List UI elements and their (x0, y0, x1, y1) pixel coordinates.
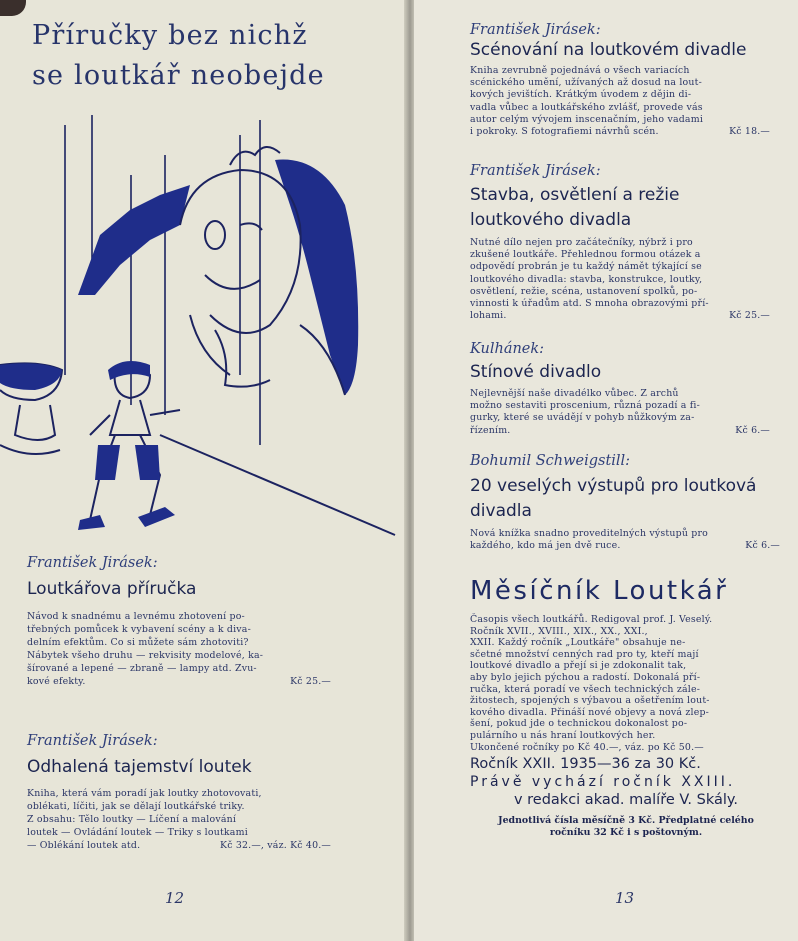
headline-line-1: Příručky bez nichž (32, 20, 308, 51)
desc-line: Kniha zevrubně pojednává o všech variacích (470, 65, 690, 76)
desc-line: XXII. Každý ročník „Loutkáře" obsahuje ne- (470, 637, 686, 649)
book-price: Kč 6.— (735, 424, 770, 436)
desc-line: delním efektům. Co si můžete sám zhotoviti? (27, 637, 249, 648)
book-description (470, 388, 770, 437)
headline (32, 16, 372, 96)
desc-line-last: kové efekty. Kč 25.— (27, 676, 331, 687)
desc-line: oblékati, líčiti, jak se dělají loutkářské triky. (27, 801, 245, 812)
book-price: Kč 32.—, váz. Kč 40.— (220, 840, 331, 851)
desc-line: žitostech, spojených s výbavou a ošetřením lout- (470, 695, 710, 707)
book-20-veselych-vystupu (470, 453, 780, 552)
book-description (470, 528, 780, 552)
desc-line: možno sestaviti proscenium, různá pozadí a fi- (470, 400, 700, 412)
desc-line: loutkového divadla: stavba, konstrukce, loutky, (470, 273, 703, 285)
book-title (470, 183, 770, 233)
desc-line: autor celým vývojem inscenačním, jeho vadami (470, 113, 704, 125)
book-description (470, 65, 770, 138)
desc-line: třebných pomůcek k vybavení scény a k diva- (27, 624, 251, 635)
magazine-subscription (470, 815, 782, 839)
desc-line: pulárního u nás hraní loutkových her. (470, 729, 656, 741)
headline-line-2: se loutkář neobejde (32, 60, 325, 91)
title-line: loutkového divadla (470, 210, 632, 230)
magazine-editor: v redakci akad. malíře V. Skály. (513, 792, 739, 809)
book-stinove-divadlo (470, 341, 770, 437)
desc-line: Nejlevnější naše divadélko vůbec. Z archů (470, 388, 679, 399)
desc-line: Časopis všech loutkářů. Redigoval prof. J. Veselý. (470, 614, 713, 625)
desc-line: sčetné množství cenných rad pro ty, kteří mají (470, 648, 699, 660)
book-author: Kulhánek: (470, 341, 545, 357)
book-author: František Jirásek: (27, 733, 158, 749)
desc-line: scénického umění, užívaných až dosud na lout- (470, 77, 702, 89)
page-number: 13 (615, 889, 635, 907)
magazine-loutkar (470, 576, 782, 839)
desc-line: kového divadla. Přináší nové objevy a nová zlep- (470, 706, 710, 718)
magazine-title: Měsíčník Loutkář (470, 576, 729, 606)
desc-line: ručka, která poradí ve všech technických zále- (470, 683, 701, 695)
page-corner (0, 0, 26, 16)
desc-line: gurky, které se uvádějí v pohyb nůžkovým za- (470, 412, 695, 424)
book-title: Stínové divadlo (470, 362, 602, 382)
puppeteer-illustration (0, 115, 405, 545)
book-price: Kč 6.— (745, 540, 780, 552)
desc-line-last: i pokroky. S fotografiemi návrhů scén. Kč 18.— (470, 126, 770, 138)
title-line: 20 veselých výstupů pro loutková (470, 476, 757, 496)
desc-line: šírované a lepené — zbraně — lampy atd. Zvu- (27, 663, 257, 674)
subscription-line: ročníku 32 Kč i s poštovným. (549, 827, 703, 839)
magazine-current-volume: Právě vychází ročník XXIII. (470, 774, 736, 791)
book-title: Loutkářova příručka (27, 579, 197, 599)
book-price: Kč 25.— (290, 676, 331, 687)
magazine-offer: Ročník XXII. 1935—36 za 30 Kč. (470, 756, 701, 773)
desc-line: Nutné dílo nejen pro začátečníky, nýbrž i pro (470, 237, 693, 248)
book-odhalena-tajemstvi (27, 733, 331, 852)
desc-line: vadla vůbec a loutkářského zvlášť, provede vás (470, 101, 703, 113)
desc-line: Kniha, která vám poradí jak loutky zhotovovati, (27, 788, 262, 799)
book-scenovani (470, 22, 770, 138)
desc-line-last: lohami. Kč 25.— (470, 310, 770, 322)
book-author: Bohumil Schweigstill: (470, 453, 631, 469)
book-author: František Jirásek: (470, 163, 601, 179)
book-title: Odhalená tajemství loutek (27, 757, 252, 777)
desc-line: Nábytek všeho druhu — rekvisity modelové, ka- (27, 650, 264, 661)
desc-line: loutkové divadlo a přejí si je zdokonalit tak, (470, 660, 687, 672)
desc-line-last: řízením. Kč 6.— (470, 424, 770, 436)
page-number: 12 (165, 889, 185, 907)
book-description (27, 610, 331, 688)
magazine-description (470, 614, 782, 753)
book-description (470, 237, 770, 322)
desc-line: Z obsahu: Tělo loutky — Líčení a malování (27, 814, 237, 825)
subscription-line: Jednotlivá čísla měsíčně 3 Kč. Předplatné celého (498, 815, 754, 827)
book-title: Scénování na loutkovém divadle (470, 40, 747, 60)
book-author: František Jirásek: (470, 22, 601, 38)
desc-line: zkušené loutkáře. Přehlednou formou otázek a (470, 249, 701, 261)
book-price: Kč 18.— (729, 126, 770, 138)
desc-line: Návod k snadnému a levnému zhotovení po- (27, 611, 245, 622)
right-page (414, 0, 798, 941)
book-title (470, 474, 780, 524)
desc-line: Nová knížka snadno proveditelných výstupů pro (470, 528, 708, 539)
book-price: Kč 25.— (729, 310, 770, 322)
desc-line-last: každého, kdo má jen dvě ruce. Kč 6.— (470, 540, 780, 552)
desc-line: vinnosti k úřadům atd. S mnoha obrazovými pří- (470, 298, 709, 310)
book-author: František Jirásek: (27, 555, 158, 571)
desc-line-last: — Oblékání loutek atd. Kč 32.—, váz. Kč 40.— (27, 840, 331, 851)
desc-line: Ročník XVII., XVIII., XIX., XX., XXI., (470, 625, 648, 637)
desc-line: odpovědí probrán je tu každý námět týkající se (470, 261, 702, 273)
desc-line: loutek — Ovládání loutek — Triky s loutkami (27, 827, 248, 838)
desc-line: šení, pokud jde o technickou dokonalost po- (470, 718, 688, 730)
desc-line: aby bylo jejich pýchou a radostí. Dokonalá pří- (470, 671, 701, 683)
desc-line: Ukončené ročníky po Kč 40.—, váz. po Kč 50.— (470, 741, 704, 753)
book-description (27, 787, 331, 852)
desc-line: kových jevištích. Krátkým úvodem z dějin di- (470, 89, 692, 101)
title-line: divadla (470, 501, 532, 521)
book-stavba (470, 163, 770, 322)
book-loutkarova-prirucka (27, 555, 331, 688)
desc-line: osvětlení, režie, scéna, ustanovení spolků, po- (470, 285, 698, 297)
title-line: Stavba, osvětlení a režie (470, 185, 680, 205)
